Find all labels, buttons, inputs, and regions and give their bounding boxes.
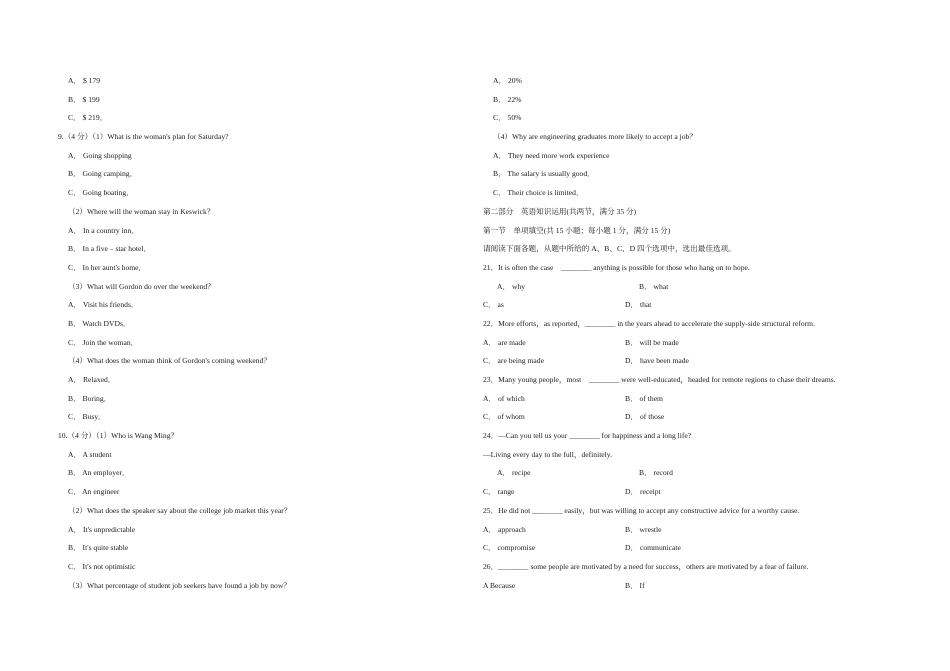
text-line: 21．It is often the case ________ anything is possible for those who hang on to hope.	[483, 262, 750, 272]
text-line: （4）What does the woman think of Gordon's coming weekend？	[68, 356, 271, 366]
text-line: （4）Why are engineering graduates more likely to accept a job？	[493, 132, 697, 142]
text-line: A． Relaxed．	[68, 375, 116, 384]
text-line: A． It's unpredictable	[68, 524, 136, 534]
text-line: C． Their choice is limited．	[493, 188, 584, 198]
text-line: C． Busy．	[68, 412, 106, 422]
option-row	[483, 352, 923, 371]
text-line: A． 20%	[493, 76, 522, 85]
option-right: D． receipt	[625, 487, 661, 497]
option-right: B． of them	[625, 393, 663, 403]
option-left: C． are being made	[483, 356, 544, 366]
option-row	[483, 334, 923, 353]
option-row	[483, 577, 923, 596]
option-left: C． of whom	[483, 412, 525, 422]
text-line: B． Going camping．	[68, 169, 138, 179]
option-left: C． compromise	[483, 543, 536, 553]
option-row	[483, 539, 923, 558]
text-line: 26．________ some people are motivated by a need for success，others are motivated by a fear of failure.	[483, 561, 809, 571]
text-line: A． They need more work experience	[493, 150, 610, 160]
text-line: B． It's quite stable	[68, 543, 129, 553]
text-line: C． 50%	[493, 113, 522, 123]
option-row	[483, 483, 923, 502]
text-line: C． $ 219．	[68, 113, 108, 123]
text-line: B． 22%	[493, 94, 522, 104]
option-right: B． will be made	[625, 337, 679, 347]
text-line: 第一节 单项填空(共 15 小题；每小题 1 分，满分 15 分)	[483, 225, 671, 235]
text-line: A． A student	[68, 449, 112, 459]
text-line: B． The salary is usually good．	[493, 169, 595, 179]
text-line: B． Boring．	[68, 393, 112, 403]
option-left: C． as	[483, 300, 504, 310]
text-line: 第二部分 英语知识运用(共两节，满分 35 分)	[483, 206, 637, 216]
text-line: 23．Many young people，most ________ were well-educated，headed for remote regions to chase their dreams.	[483, 375, 836, 384]
text-line: C． An engineer	[68, 487, 120, 497]
option-right: D． that	[625, 300, 652, 310]
right-column	[483, 72, 923, 595]
text-line: 9.（4 分）（1）What is the woman's plan for Saturday?	[58, 132, 229, 142]
text-line: C． In her aunt's home．	[68, 262, 147, 272]
text-line: 24．—Can you tell us your ________ for happiness and a long life?	[483, 431, 692, 441]
option-right: B． record	[639, 468, 673, 478]
text-line: （2）Where will the woman stay in Keswick？	[68, 206, 215, 216]
left-column	[58, 72, 458, 595]
text-line: A． Going shopping	[68, 150, 132, 160]
option-left: A． recipe	[497, 468, 531, 478]
option-row	[483, 278, 923, 297]
option-row	[483, 408, 923, 427]
text-line: （3）What percentage of student job seekers have found a job by now？	[68, 580, 291, 590]
text-line: B． Watch DVDs．	[68, 318, 131, 328]
option-right: B． wrestle	[625, 524, 662, 534]
option-right: D． of those	[625, 412, 665, 422]
option-row	[483, 521, 923, 540]
text-line: 22．More efforts，as reported，________ in the years ahead to accelerate the supply-side structural reform.	[483, 318, 815, 328]
text-line: （2）What does the speaker say about the college job market this year？	[68, 505, 292, 515]
option-left: A． approach	[483, 524, 526, 534]
option-right: D． have been made	[625, 356, 689, 366]
option-left: A． of which	[483, 393, 525, 403]
option-row	[483, 296, 923, 315]
option-row	[483, 390, 923, 409]
text-line: —Living every day to the full，definitely.	[483, 449, 612, 459]
text-line: （3）What will Gordon do over the weekend？	[68, 281, 215, 291]
text-line: B． In a five﹣star hotel．	[68, 244, 152, 254]
option-right: B． If	[625, 580, 645, 590]
option-right: D． communicate	[625, 543, 681, 553]
option-row	[483, 464, 923, 483]
option-left: C． range	[483, 487, 515, 497]
text-line: C． Going boating．	[68, 188, 134, 198]
text-line: C． Join the woman．	[68, 337, 139, 347]
option-left: A Because	[483, 580, 516, 590]
text-line: 请阅读下面各题，从题中所给的 A、B、C、D 四个选项中，选出最佳选项。	[483, 244, 736, 254]
text-line: A． Visit his friends．	[68, 300, 139, 310]
text-line: 25．He did not ________ easily，but was willing to accept any constructive advice for a worthy cause.	[483, 505, 800, 515]
text-line: 10.（4 分）（1）Who is Wang Ming？	[58, 431, 179, 441]
text-line: A． $ 179	[68, 76, 101, 85]
option-left: A． are made	[483, 337, 526, 347]
text-line: A． In a country inn．	[68, 225, 139, 235]
option-left: A． why	[497, 281, 526, 291]
text-line: B． $ 199	[68, 94, 100, 104]
option-right: B． what	[639, 281, 669, 291]
text-line: C． It's not optimistic	[68, 561, 136, 571]
text-line: B． An employer．	[68, 468, 130, 478]
